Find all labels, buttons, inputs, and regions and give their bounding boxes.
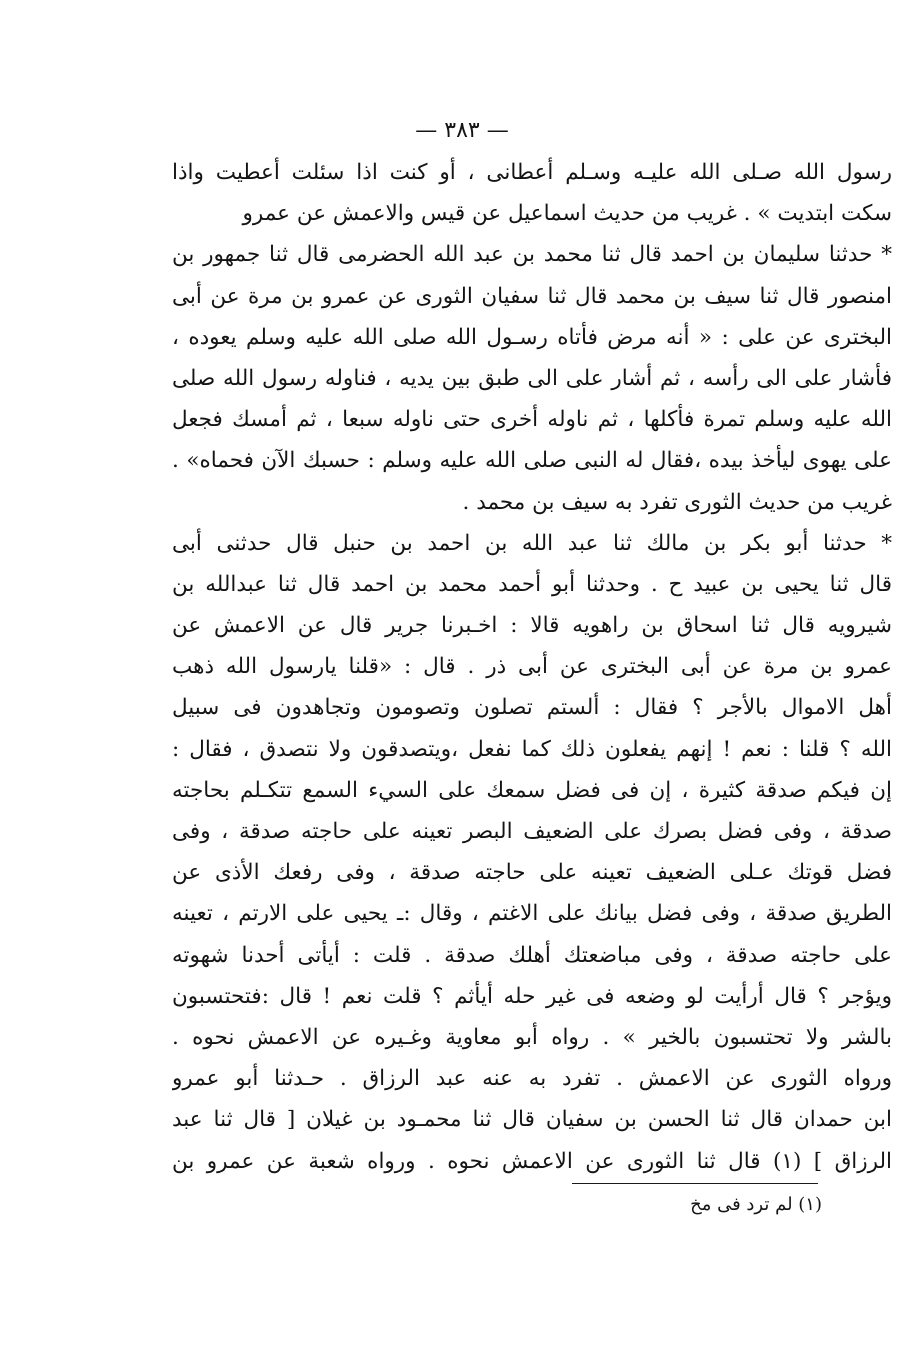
footnote-divider <box>572 1183 818 1184</box>
text-line: ورواه الثورى عن الاعمش . تفرد به عنه عبد الرزاق . حـدثنا أبو عمرو <box>172 1066 892 1092</box>
text-line: على يهوى ليأخذ بيده ،فقال له النبى صلى الله عليه وسلم : حسبك الآن فحماه» . <box>172 448 892 474</box>
text-line: عمرو بن مرة عن أبى البخترى عن أبى ذر . قال : «قلنا يارسول الله ذهب <box>172 654 892 680</box>
text-line: الرزاق ] (١) قال ثنا الثورى عن الاعمش نحوه . ورواه شعبة عن عمرو بن <box>172 1148 892 1174</box>
body-text <box>172 152 892 1182</box>
text-line: الطريق صدقة ، وفى فضل بيانك على الاغتم ، وقال :ـ يحيى على الارتم ، تعينه <box>172 901 892 927</box>
text-line: سكت ابتديت » . غريب من حديث اسماعيل عن قيس والاعمش عن عمرو <box>242 201 892 227</box>
text-line: امنصور قال ثنا سيف بن محمد قال ثنا سفيان الثورى عن عمرو بن مرة عن أبى <box>172 283 892 309</box>
text-line: بالشر ولا تحتسبون بالخير » . رواه أبو معاوية وغـيره عن الاعمش نحوه . <box>172 1024 892 1050</box>
text-line: أهل الاموال بالأجر ؟ فقال : ألستم تصلون وتصومون وتجاهدون فى سبيل <box>172 695 892 721</box>
text-line: ويؤجر ؟ قال أرأيت لو وضعه فى غير حله أيأثم ؟ قلت نعم ! قال :فتحتسبون <box>172 983 892 1009</box>
text-line: فأشار على الى رأسه ، ثم أشار على الى طبق بين يديه ، فناوله رسول الله صلى <box>172 365 892 391</box>
text-line: إن فيكم صدقة كثيرة ، إن فى فضل سمعك على السيء السمع تتكـلم بحاجته <box>172 777 892 803</box>
text-line: البخترى عن على : « أنه مرض فأتاه رسـول الله صلى الله عليه وسلم يعوده ، <box>172 324 892 350</box>
text-line: الله عليه وسلم تمرة فأكلها ، ثم ناوله أخرى حتى ناوله سبعا ، ثم أمسك فجعل <box>172 407 892 433</box>
text-line: رسول الله صـلى الله عليـه وسـلم أعطانى ، أو كنت اذا سئلت أعطيت واذا <box>172 160 892 185</box>
text-line: شيرويه قال ثنا اسحاق بن راهويه قالا : اخـبرنا جرير قال عن الاعمش عن <box>172 613 892 639</box>
text-line: الله ؟ قلنا : نعم ! إنهم يفعلون ذلك كما نفعل ،ويتصدقون ولا نتصدق ، فقال : <box>172 736 892 762</box>
text-line: * حدثنا أبو بكر بن مالك ثنا عبد الله بن احمد بن حنبل قال حدثنى أبى <box>172 530 892 556</box>
text-line: صدقة ، وفى فضل بصرك على الضعيف البصر تعينه على حاجته صدقة ، وفى <box>172 819 892 844</box>
text-line: * حدثنا سليمان بن احمد قال ثنا محمد بن عبد الله الحضرمى قال ثنا جمهور بن <box>172 242 892 268</box>
text-line: ابن حمدان قال ثنا الحسن بن سفيان قال ثنا محمـود بن غيلان [ قال ثنا عبد <box>172 1107 892 1133</box>
text-line: فضل قوتك عـلى الضعيف تعينه على حاجته صدقة ، وفى رفعك الأذى عن <box>172 860 892 886</box>
text-line: غريب من حديث الثورى تفرد به سيف بن محمد . <box>462 489 892 515</box>
text-line: على حاجته صدقة ، وفى مباضعتك أهلك صدقة . قلت : أيأتى أحدنا شهوته <box>172 942 892 968</box>
text-line: قال ثنا يحيى بن عبيد ح . وحدثنا أبو أحمد محمد بن احمد قال ثنا عبدالله بن <box>172 571 892 597</box>
page-number: — ٣٨٣ — <box>415 118 509 143</box>
footnote: (١) لم ترد فى مخ <box>690 1194 822 1215</box>
